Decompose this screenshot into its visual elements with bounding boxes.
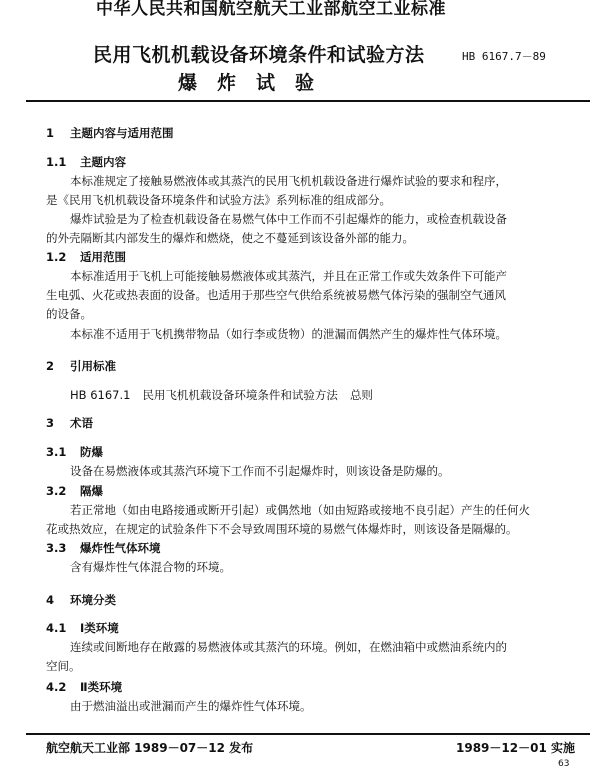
issue-date: 航空航天工业部 1989－07－12 发布 [46,741,254,755]
section-number: 4 [46,593,55,607]
section-title: 术语 [70,416,93,430]
paragraph-line: 本标准适用于飞机上可能接触易燃液体或其蒸汽，并且在正常工作或失效条件下可能产 [70,269,507,283]
section-number: 3 [46,416,55,430]
paragraph-line: 含有爆炸性气体混合物的环境。 [70,560,231,574]
section-number: 1 [46,126,55,140]
paragraph-line: 本标准不适用于飞机携带物品（如行李或货物）的泄漏而偶然产生的爆炸性气体环境。 [70,327,507,341]
paragraph-line: 生电弧、火花或热表面的设备。也适用于那些空气供给系统被易燃气体污染的强制空气通风 [46,288,506,302]
footer-divider [26,733,590,735]
subsection-heading-3-2 [46,484,103,498]
subsection-heading-3-1 [46,445,103,459]
paragraph-line: 爆炸试验是为了检查机载设备在易燃气体中工作而不引起爆炸的能力，或检查机载设备 [70,212,507,226]
subsection-title: 主题内容 [80,155,126,169]
paragraph-line: 的设备。 [46,307,92,321]
subsection-title: 防爆 [80,445,103,459]
section-title: 主题内容与适用范围 [70,126,174,140]
subsection-number: 4.1 [46,621,67,635]
paragraph-line: 空间。 [46,659,81,673]
subsection-number: 1.1 [46,155,67,169]
paragraph-line: 是《民用飞机机载设备环境条件和试验方法》系列标准的组成部分。 [46,193,391,207]
subsection-title: 爆炸性气体环境 [80,541,161,555]
document-title: 民用飞机机载设备环境条件和试验方法 [93,44,425,66]
issuing-agency: 中华人民共和国航空航天工业部航空工业标准 [96,0,446,19]
subsection-heading-1-1 [46,155,126,169]
paragraph-line: 连续或间断地存在敞露的易燃液体或其蒸汽的环境。例如，在燃油箱中或燃油系统内的 [70,640,507,654]
reference-part: 总则 [349,388,373,402]
subsection-number: 3.2 [46,484,67,498]
subsection-title: Ⅱ类环境 [80,680,123,694]
subsection-title: 适用范围 [80,250,126,264]
paragraph-line: 设备在易燃液体或其蒸汽环境下工作而不引起爆炸时，则该设备是防爆的。 [70,464,450,478]
paragraph-line: 的外壳隔断其内部发生的爆炸和燃烧，使之不蔓延到该设备外部的能力。 [46,231,414,245]
subsection-title: 隔爆 [80,484,103,498]
subsection-heading-3-3 [46,541,161,555]
document-subtitle: 爆炸试验 [178,72,335,94]
header-divider [26,100,590,102]
section-heading-1 [46,126,174,140]
section-title: 环境分类 [70,593,116,607]
effective-date: 1989－12－01 实施 [456,741,575,755]
normative-reference [70,388,373,402]
standard-code: HB 6167.7－89 [462,50,546,63]
subsection-heading-4-2 [46,680,122,694]
page-number: 63 [558,759,570,769]
reference-title: 民用飞机机载设备环境条件和试验方法 [142,388,338,402]
section-title: 引用标准 [70,359,116,373]
subsection-number: 3.3 [46,541,67,555]
paragraph-line: 由于燃油溢出或泄漏而产生的爆炸性气体环境。 [70,699,312,713]
subsection-number: 3.1 [46,445,67,459]
subsection-heading-4-1 [46,621,119,635]
subsection-heading-1-2 [46,250,126,264]
paragraph-line: 若正常地（如由电路接通或断开引起）或偶然地（如由短路或接地不良引起）产生的任何火 [70,503,530,517]
reference-code: HB 6167.1 [70,388,131,402]
subsection-number: 1.2 [46,250,67,264]
section-heading-2 [46,359,116,373]
subsection-title: Ⅰ类环境 [80,621,119,635]
section-heading-4 [46,593,116,607]
paragraph-line: 本标准规定了接触易燃液体或其蒸汽的民用飞机机载设备进行爆炸试验的要求和程序， [70,174,507,188]
section-number: 2 [46,359,55,373]
paragraph-line: 花或热效应，在规定的试验条件下不会导致周围环境的易燃气体爆炸时，则该设备是隔爆的。 [46,522,518,536]
subsection-number: 4.2 [46,680,67,694]
section-heading-3 [46,416,93,430]
